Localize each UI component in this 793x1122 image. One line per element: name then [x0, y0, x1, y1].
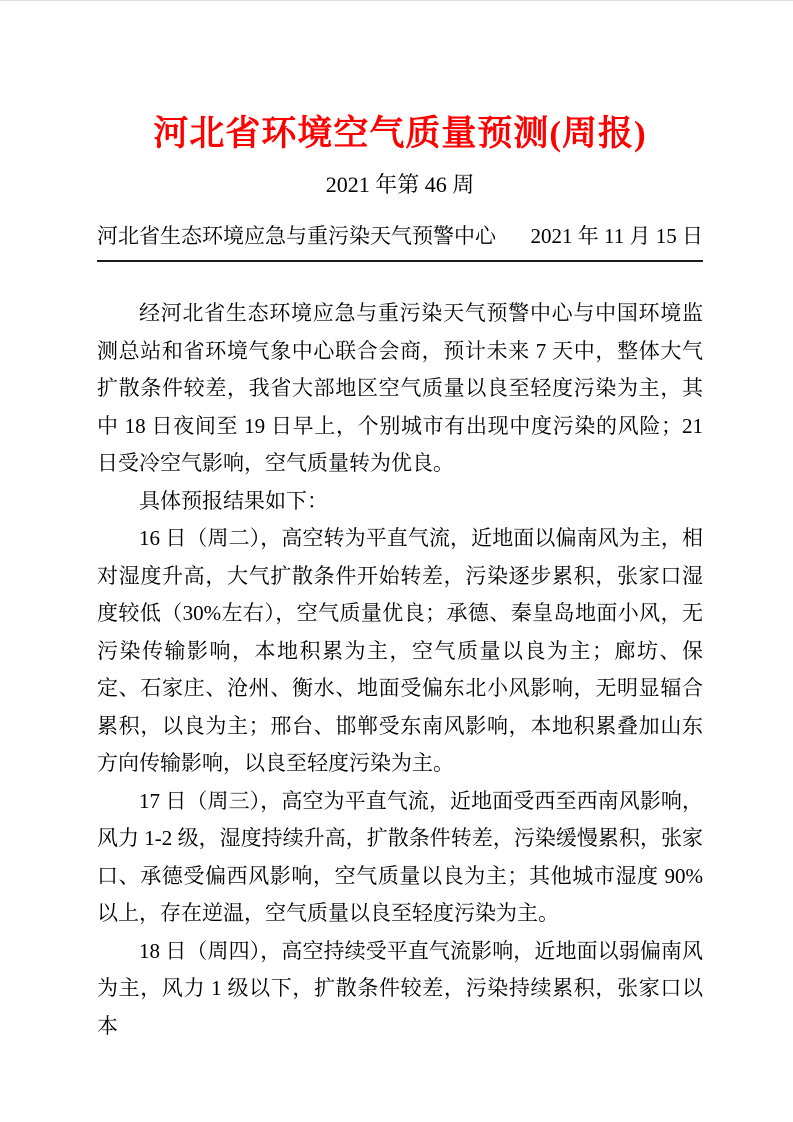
header-divider [97, 260, 703, 262]
document-title: 河北省环境空气质量预测(周报) [153, 114, 647, 153]
issue-date: 2021 年 11 月 15 日 [530, 224, 703, 248]
byline [97, 221, 703, 251]
paragraph-day18: 18 日（周四），高空持续受平直气流影响，近地面以弱偏南风为主，风力 1 级以下，扩散条件较差，污染持续累积，张家口以本 [97, 938, 703, 1038]
week-label: 2021 年第 46 周 [325, 172, 475, 197]
paragraph-forecast-intro: 具体预报结果如下： [139, 488, 328, 513]
document-body [97, 295, 703, 1045]
issuer-name: 河北省生态环境应急与重污染天气预警中心 [97, 224, 496, 248]
paragraph-day16: 16 日（周二），高空转为平直气流，近地面以偏南风为主，相对湿度升高，大气扩散条件开始转差，污染逐步累积，张家口湿度较低（30%左右），空气质量优良；承德、秦皇岛地面小风，无污染传输影响，本地积累为主，空气质量以良为主；廊坊、保定、石家庄、沧州、衡水、地面受偏东北小风影响，无明显辐合累积，以良为主；邢台、邯郸受东南风影响，本地积累叠加山东方向传输影响，以良至轻度污染为主。 [97, 526, 703, 775]
paragraph-day17: 17 日（周三），高空为平直气流，近地面受西至西南风影响，风力 1-2 级，湿度持续升高，扩散条件转差，污染缓慢累积，张家口、承德受偏西风影响，空气质量以良为主；其他城市湿度 90%以上，存在逆温，空气质量以良至轻度污染为主。 [97, 788, 703, 925]
paragraph-summary: 经河北省生态环境应急与重污染天气预警中心与中国环境监测总站和省环境气象中心联合会商，预计未来 7 天中，整体大气扩散条件较差，我省大部地区空气质量以良至轻度污染为主，其中 18 日夜间至 19 日早上，个别城市有出现中度污染的风险；21 日受冷空气影响，空气质量转为优良。 [97, 301, 703, 475]
